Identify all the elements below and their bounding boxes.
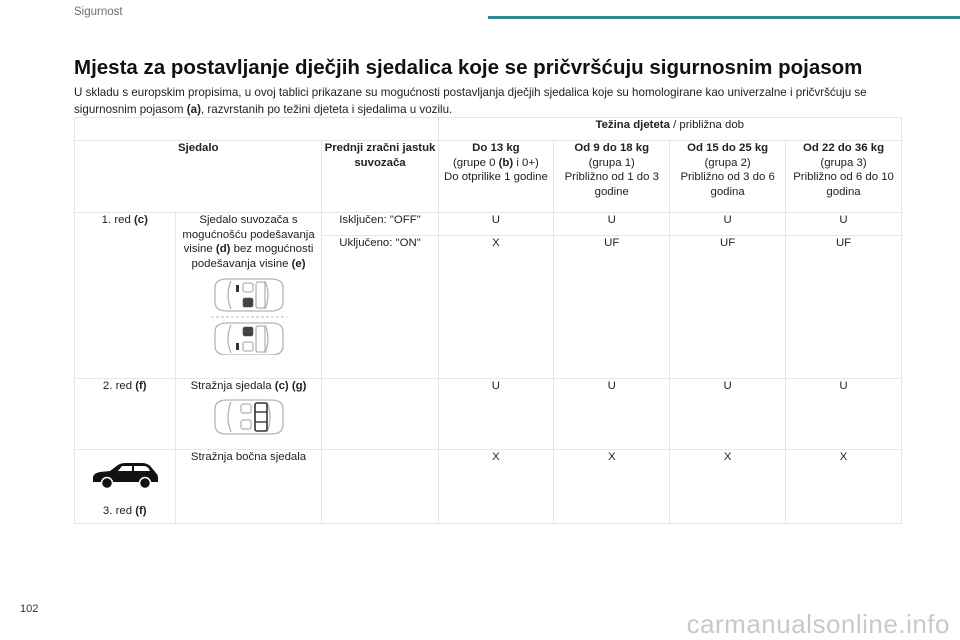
watermark: carmanualsonline.info [686, 609, 950, 639]
airbag-off-label: Isključen: "OFF" [322, 213, 438, 236]
table-cell: U [554, 379, 670, 450]
group-header: Do 13 kg (grupe 0 (b) i 0+) Do otprilike 1 godine [438, 141, 554, 213]
front-seat-diagram-icon [209, 275, 289, 355]
airbag-on-label: Uključeno: "ON" [322, 236, 438, 379]
accent-bar [488, 16, 960, 19]
seat-cell: Stražnja bočna sjedala [175, 450, 322, 524]
table-cell: UF [670, 236, 786, 379]
page-title: Mjesta za postavljanje dječjih sjedalica koje se pričvršćuju sigurnosnim pojasom [74, 56, 863, 79]
table-cell: U [438, 213, 554, 236]
col-airbag-header: Prednji zračni jastuk suvozača [322, 141, 438, 213]
table-cell: X [670, 450, 786, 524]
group-header: Od 9 do 18 kg (grupa 1) Približno od 1 do 3 godine [554, 141, 670, 213]
seat-cell: Sjedalo suvozača s mogućnošću podešavanja visine (d) bez mogućnosti podešavanja visine (e) [175, 213, 322, 379]
col-seat-header: Sjedalo [75, 141, 322, 213]
table-cell: U [786, 213, 902, 236]
rear-seat-diagram-icon [211, 398, 287, 436]
table-cell: U [670, 213, 786, 236]
row-label: 1. red (c) [75, 213, 176, 379]
table-row [75, 213, 902, 236]
table-subheader-row [75, 141, 902, 213]
seat-cell: Stražnja sjedala (c) (g) [175, 379, 322, 450]
section-label: Sigurnost [74, 6, 123, 18]
table-cell: U [786, 379, 902, 450]
table-cell: X [438, 236, 554, 379]
table-cell: UF [554, 236, 670, 379]
table-cell: UF [786, 236, 902, 379]
weight-header: Težina djeteta / približna dob [438, 118, 902, 141]
car-icon [90, 462, 160, 490]
group-header: Od 22 do 36 kg (grupa 3) Približno od 6 do 10 godina [786, 141, 902, 213]
group-header: Od 15 do 25 kg (grupa 2) Približno od 3 do 6 godina [670, 141, 786, 213]
table-cell: U [554, 213, 670, 236]
child-seat-table [74, 117, 902, 524]
page-number: 102 [20, 603, 39, 615]
table-cell: X [554, 450, 670, 524]
table-cell: U [670, 379, 786, 450]
table-cell: X [786, 450, 902, 524]
table-header-row [75, 118, 902, 141]
table-row [75, 379, 902, 450]
row-label: 3. red (f) [75, 450, 176, 524]
table-cell: X [438, 450, 554, 524]
intro-paragraph: U skladu s europskim propisima, u ovoj tablici prikazane su mogućnosti postavljanja dječjih sjedalica koje su homologirane kao univerzalne i pričvršćuju se sigurnosnim pojasom (a), razvrstanih po težini djeteta i sjedalima u vozilu. [74, 86, 867, 116]
table-cell: U [438, 379, 554, 450]
row-label: 2. red (f) [75, 379, 176, 450]
table-row [75, 450, 902, 524]
